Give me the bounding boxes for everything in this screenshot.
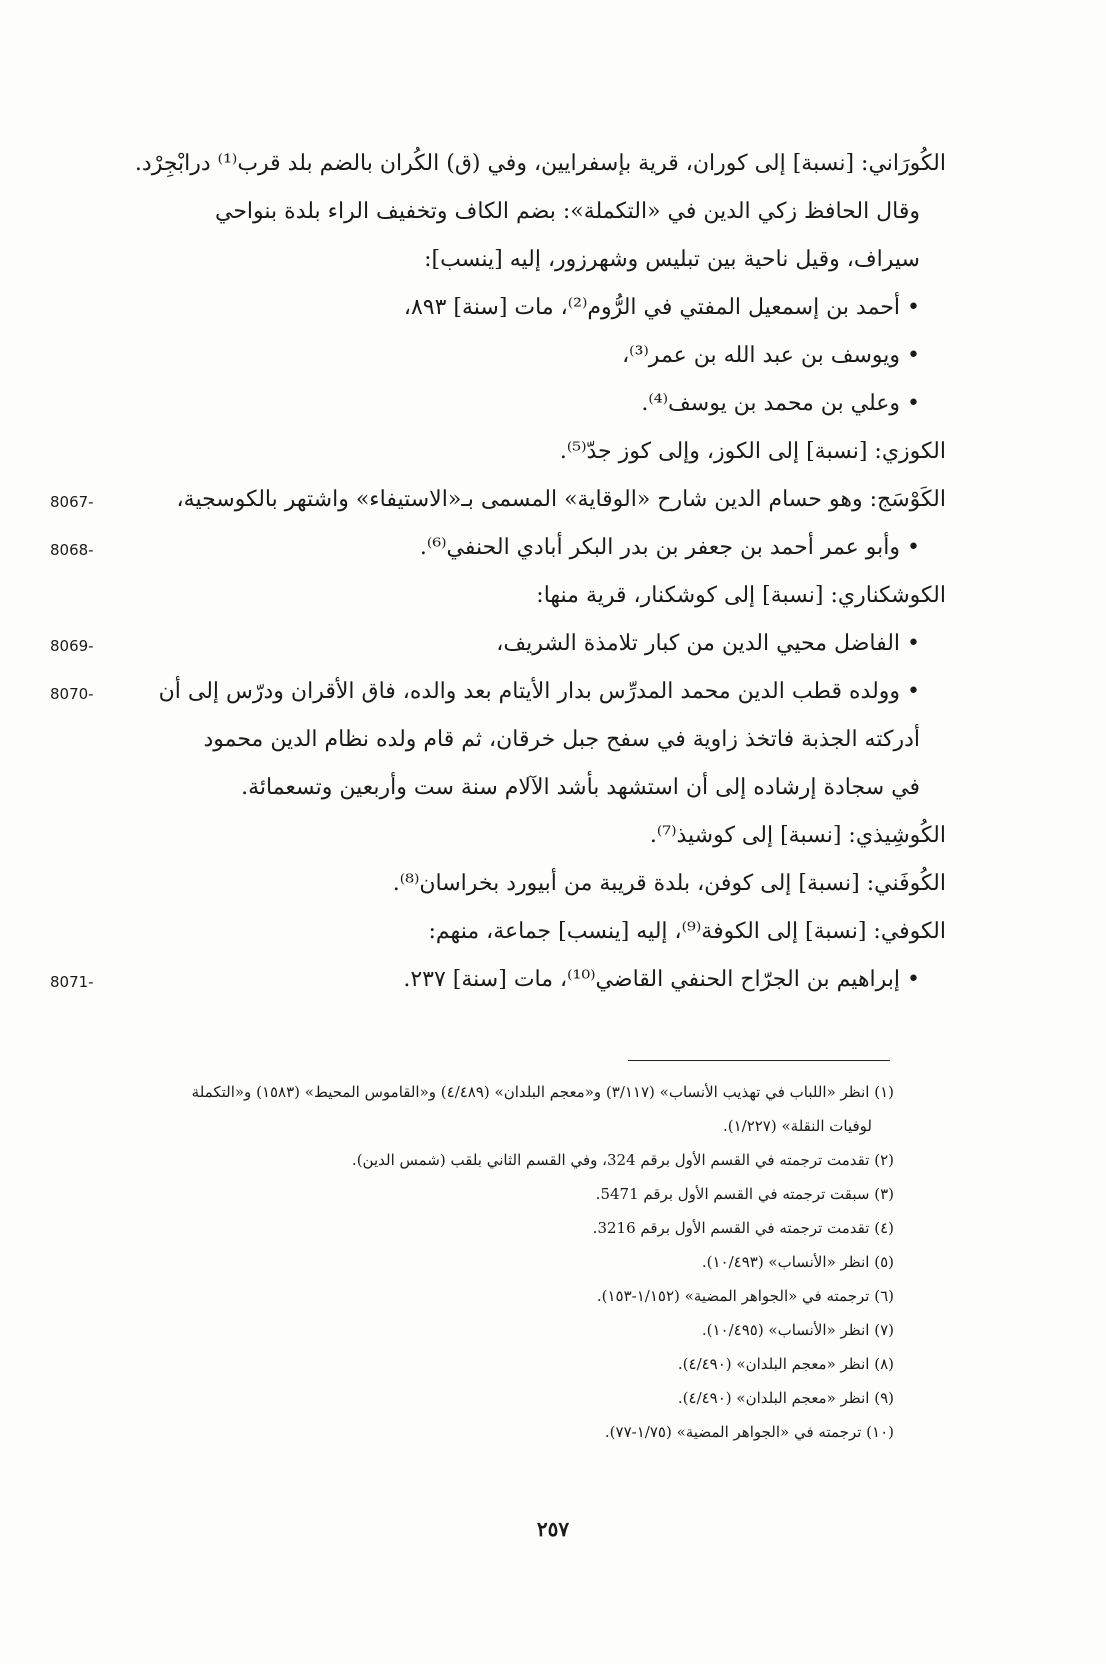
footnote: (٢) تقدمت ترجمته في القسم الأول برقم 324، وفي القسم الثاني بلقب (شمس الدين).	[351, 1151, 894, 1169]
entry-line	[110, 332, 946, 380]
entry-number: 8071-	[50, 973, 94, 991]
line-text: • ويوسف بن عبد الله بن عمر⁽³⁾،	[622, 343, 920, 368]
entry-line	[110, 908, 946, 956]
line-text: الكوفي: [نسبة] إلى الكوفة⁽⁹⁾، إليه [ينسب] جماعة، منهم:	[428, 919, 946, 944]
footnotes	[110, 1075, 894, 1449]
footnote: (٩) انظر «معجم البلدان» (٤/٤٩٠).	[677, 1389, 894, 1407]
entry-line	[110, 764, 946, 812]
footnote: (٣) سبقت ترجمته في القسم الأول برقم 5471.	[595, 1185, 894, 1203]
line-text: • الفاضل محيي الدين من كبار تلامذة الشريف،	[496, 631, 920, 656]
entry-line	[50, 956, 946, 1004]
footnote: (٥) انظر «الأنساب» (١٠/٤٩٣).	[701, 1253, 894, 1271]
entry-line	[50, 524, 946, 572]
line-text: • إبراهيم بن الجرّاح الحنفي القاضي⁽¹⁰⁾، مات [سنة] ٢٣٧.	[403, 967, 920, 992]
entry-line	[110, 188, 946, 236]
footnote: لوفيات النقلة» (١/٢٢٧).	[722, 1117, 872, 1135]
entry-line	[110, 236, 946, 284]
line-text: الكُورَاني: [نسبة] إلى كوران، قرية بإسفرايين، وفي (ق) الكُران بالضم بلد قرب⁽¹⁾ درابْجِرْد.	[134, 151, 946, 176]
line-text: الكوزي: [نسبة] إلى الكوز، وإلى كوز جدّ⁽⁵⁾.	[559, 439, 946, 464]
main-text	[50, 140, 946, 1004]
line-text: • وولده قطب الدين محمد المدرِّس بدار الأيتام بعد والده، فاق الأقران ودرّس إلى أن	[158, 679, 920, 704]
entry-line	[110, 860, 946, 908]
entry-number: 8070-	[50, 685, 94, 703]
entry-line	[110, 284, 946, 332]
entry-line	[110, 716, 946, 764]
line-text: أدركته الجذبة فاتخذ زاوية في سفح جبل خرقان، ثم قام ولده نظام الدين محمود	[203, 727, 920, 752]
line-text: • وأبو عمر أحمد بن جعفر بن بدر البكر أبادي الحنفي⁽⁶⁾.	[419, 535, 920, 560]
line-text: الكوشكناري: [نسبة] إلى كوشكنار، قرية منها:	[536, 583, 946, 608]
footnote: (٤) تقدمت ترجمته في القسم الأول برقم 3216.	[592, 1219, 894, 1237]
line-text: الكُوشِيذي: [نسبة] إلى كوشيذ⁽⁷⁾.	[649, 823, 946, 848]
line-text: • أحمد بن إسمعيل المفتي في الرُّوم⁽²⁾، مات [سنة] ٨٩٣،	[403, 295, 920, 320]
page-number: ٢٥٧	[536, 1517, 570, 1541]
entry-line	[50, 668, 946, 716]
entry-line	[110, 572, 946, 620]
line-text: • وعلي بن محمد بن يوسف⁽⁴⁾.	[641, 391, 920, 416]
footnote-separator	[628, 1060, 890, 1061]
footnote: (٦) ترجمته في «الجواهر المضية» (١/١٥٢-١٥٣).	[596, 1287, 894, 1305]
entry-line	[110, 428, 946, 476]
entry-line	[110, 140, 946, 188]
entry-number: 8068-	[50, 541, 94, 559]
entry-number: 8069-	[50, 637, 94, 655]
line-text: في سجادة إرشاده إلى أن استشهد بأشد الآلام سنة ست وأربعين وتسعمائة.	[241, 775, 920, 800]
entry-line	[110, 380, 946, 428]
entry-line	[110, 812, 946, 860]
line-text: سيراف، وقيل ناحية بين تبليس وشهرزور، إليه [ينسب]:	[424, 247, 920, 272]
line-text: الكُوفَني: [نسبة] إلى كوفن، بلدة قريبة من أبيورد بخراسان⁽⁸⁾.	[392, 871, 946, 896]
entry-line	[50, 476, 946, 524]
footnote: (٨) انظر «معجم البلدان» (٤/٤٩٠).	[677, 1355, 894, 1373]
entry-line	[50, 620, 946, 668]
footnote: (١) انظر «اللباب في تهذيب الأنساب» (٣/١١٧) و«معجم البلدان» (٤/٤٨٩) و«القاموس المحيط» (١٥٨٣) و«التكملة	[191, 1083, 894, 1101]
entry-number: 8067-	[50, 493, 94, 511]
footnote: (٧) انظر «الأنساب» (١٠/٤٩٥).	[701, 1321, 894, 1339]
footnote: (١٠) ترجمته في «الجواهر المضية» (١/٧٥-٧٧).	[604, 1423, 894, 1441]
line-text: وقال الحافظ زكي الدين في «التكملة»: بضم الكاف وتخفيف الراء بلدة بنواحي	[215, 199, 920, 224]
line-text: الكَوْسَج: وهو حسام الدين شارح «الوقاية» المسمى بـ«الاستيفاء» واشتهر بالكوسجية،	[176, 487, 946, 512]
